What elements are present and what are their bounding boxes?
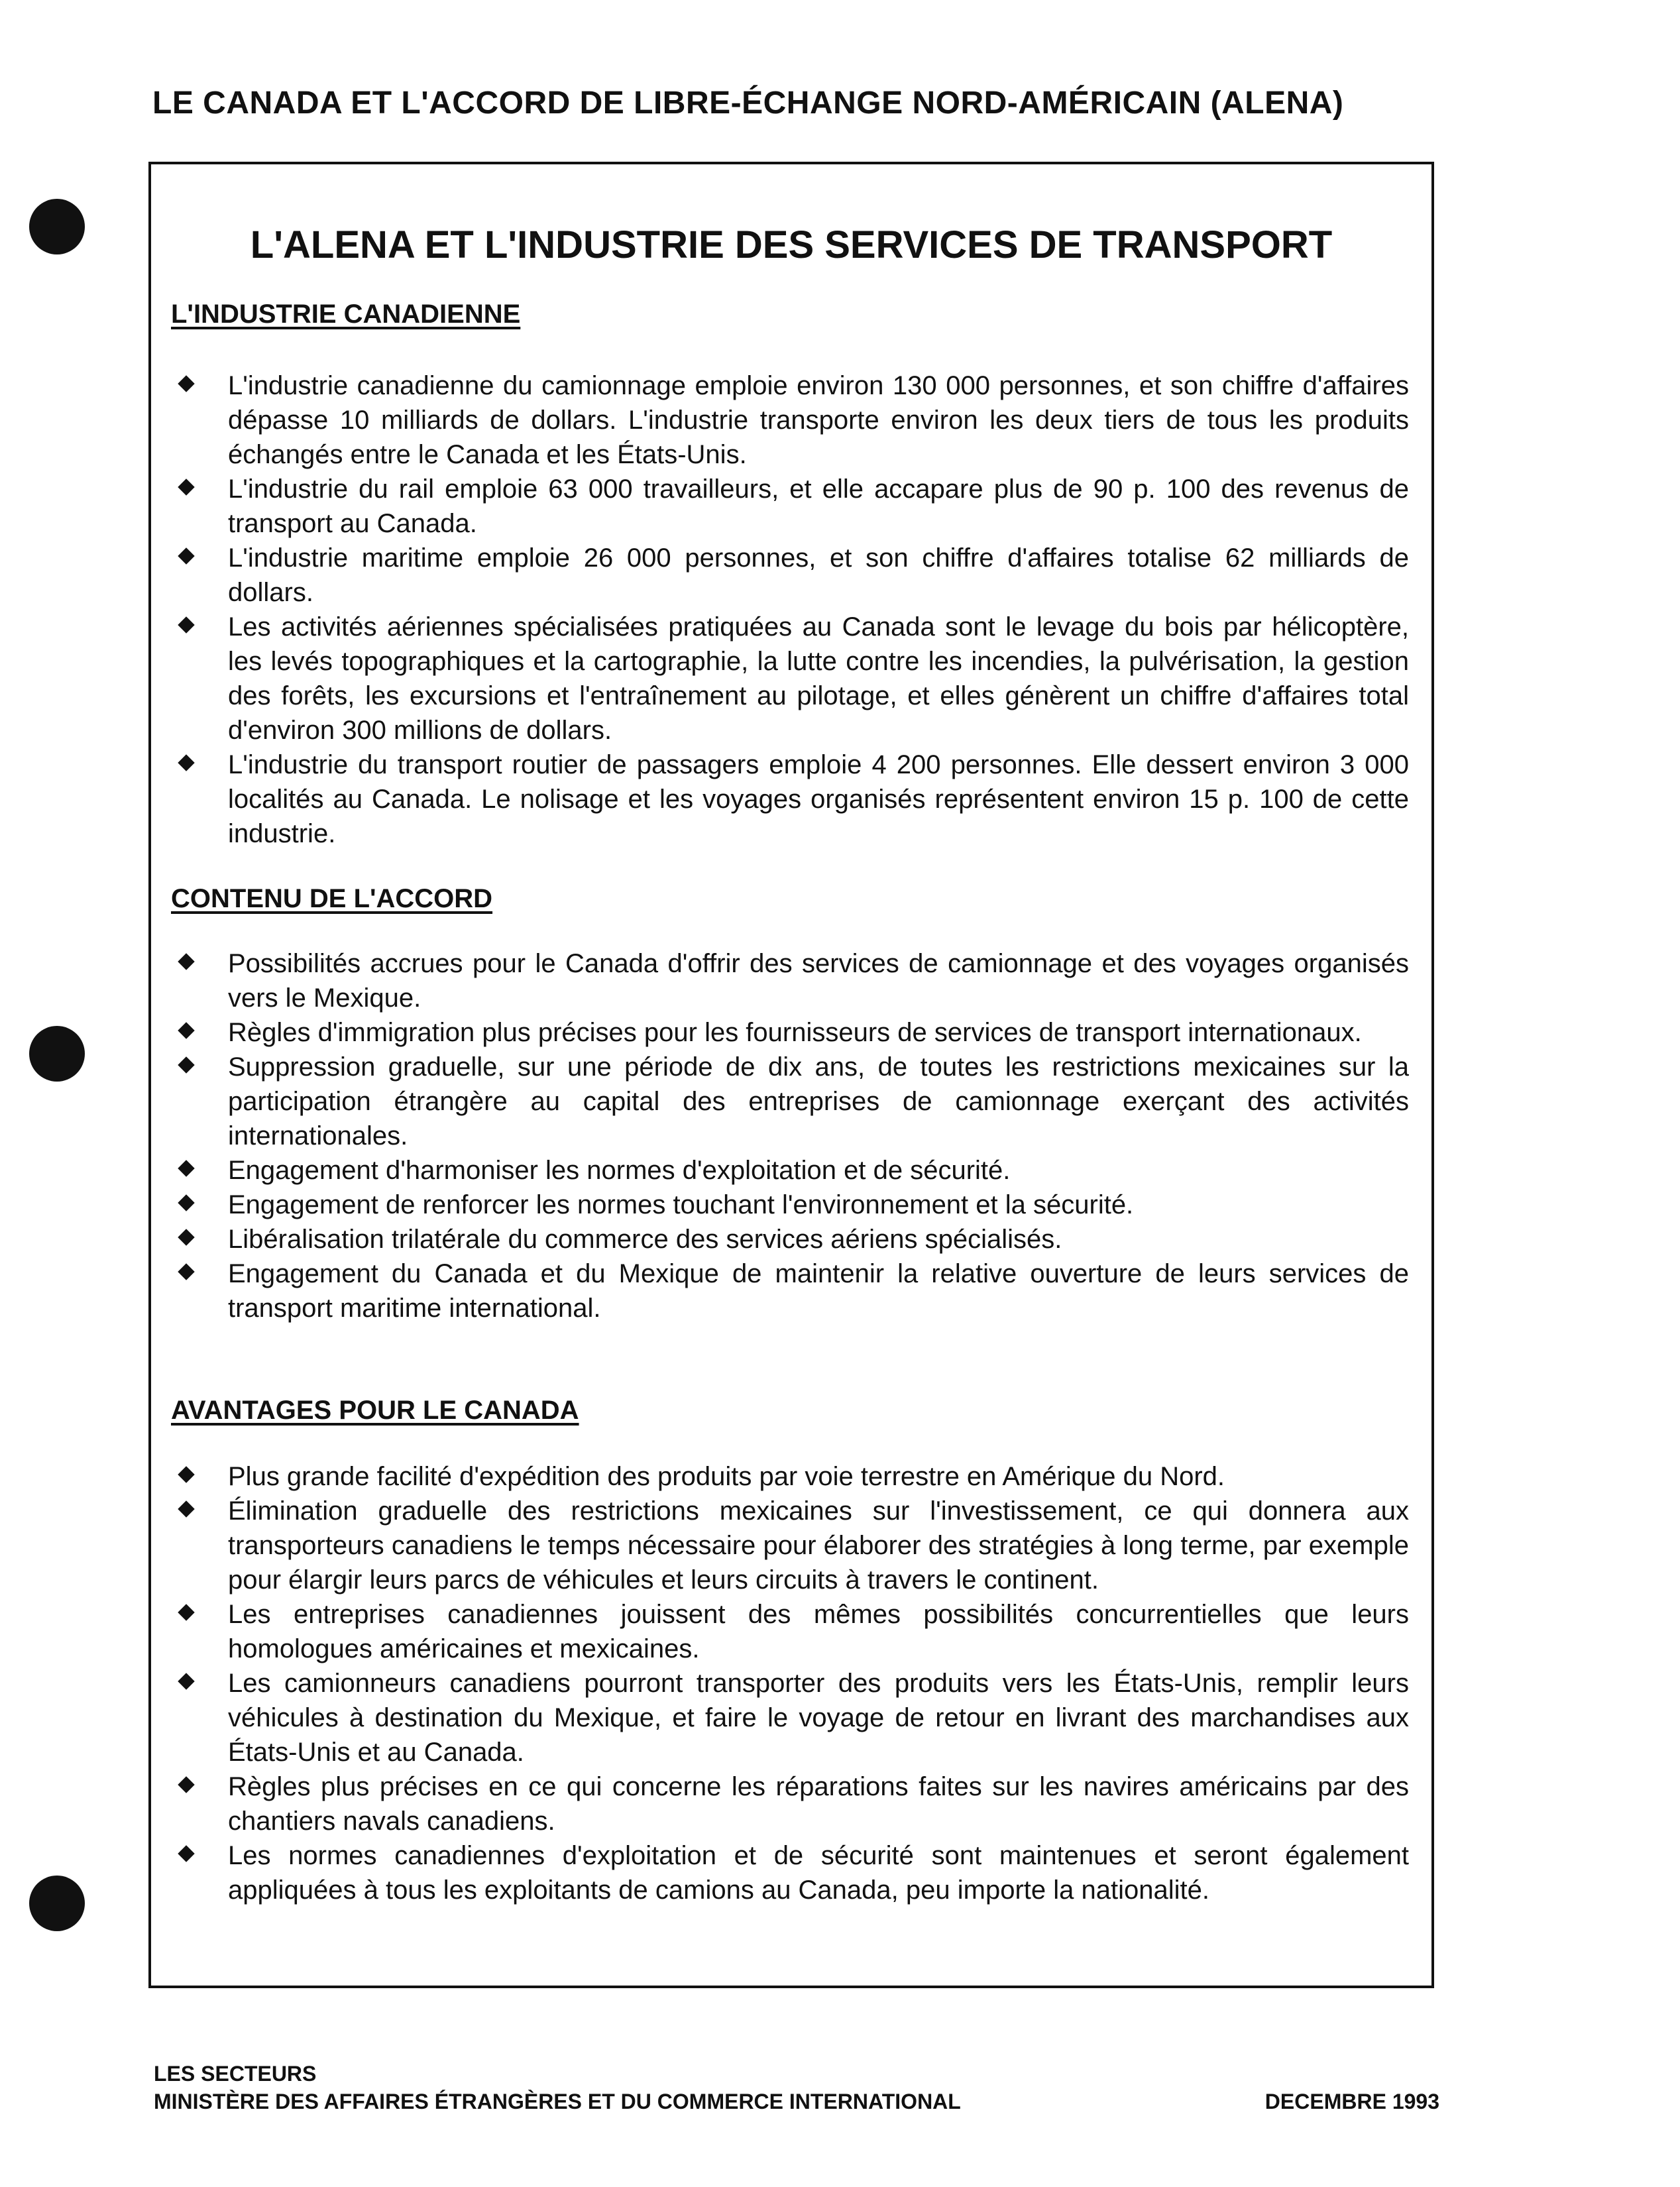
list-item: Engagement du Canada et du Mexique de maintenir la relative ouverture de leurs services de transport maritime international.: [175, 1257, 1409, 1325]
footer-date: DECEMBRE 1993: [1264, 2090, 1439, 2113]
main-title: L'ALENA ET L'INDUSTRIE DES SERVICES DE TRANSPORT: [250, 223, 1333, 266]
diamond-bullet-icon: [178, 1500, 194, 1517]
diamond-bullet-icon: [178, 1263, 194, 1280]
avantages-list: [175, 1459, 1409, 1907]
list-item: Règles plus précises en ce qui concerne les réparations faites sur les navires américains par des chantiers navals canadiens.: [175, 1769, 1409, 1838]
content-frame: [148, 162, 1434, 1988]
diamond-bullet-icon: [178, 953, 194, 970]
list-item: Règles d'immigration plus précises pour les fournisseurs de services de transport internationaux.: [175, 1015, 1409, 1050]
diamond-bullet-icon: [178, 1466, 194, 1483]
document-header: LE CANADA ET L'ACCORD DE LIBRE-ÉCHANGE NORD-AMÉRICAIN (ALENA): [152, 85, 1344, 121]
list-item: L'industrie du transport routier de passagers emploie 4 200 personnes. Elle dessert environ 3 000 localités au Canada. Le nolisage et les voyages organisés représentent environ 15 p. 100 de cette industrie.: [175, 748, 1409, 851]
list-item: L'industrie canadienne du camionnage emploie environ 130 000 personnes, et son chiffre d'affaires dépasse 10 milliards de dollars. L'industrie transporte environ les deux tiers de tous les produits échangés entre le Canada et les États-Unis.: [175, 368, 1409, 472]
diamond-bullet-icon: [178, 1604, 194, 1620]
list-item: Les entreprises canadiennes jouissent des mêmes possibilités concurrentielles que leurs homologues américaines et mexicaines.: [175, 1597, 1409, 1666]
diamond-bullet-icon: [178, 1776, 194, 1793]
list-item: Possibilités accrues pour le Canada d'offrir des services de camionnage et des voyages organisés vers le Mexique.: [175, 946, 1409, 1015]
footer: [154, 2060, 1439, 2115]
list-item: L'industrie maritime emploie 26 000 personnes, et son chiffre d'affaires totalise 62 milliards de dollars.: [175, 541, 1409, 610]
binder-hole-top: [29, 199, 85, 254]
list-item: Les activités aériennes spécialisées pratiquées au Canada sont le levage du bois par hélicoptère, les levés topographiques et la cartographie, la lutte contre les incendies, la pulvérisation, la gestion des forêts, les excursions et l'entraînement au pilotage, et elles génèrent un chiffre d'affaires total d'environ 300 millions de dollars.: [175, 610, 1409, 748]
binder-hole-middle: [29, 1026, 85, 1082]
section-heading-industrie: L'INDUSTRIE CANADIENNE: [171, 300, 521, 329]
diamond-bullet-icon: [178, 754, 194, 771]
list-item: Engagement de renforcer les normes touchant l'environnement et la sécurité.: [175, 1188, 1409, 1222]
diamond-bullet-icon: [178, 375, 194, 392]
diamond-bullet-icon: [178, 1022, 194, 1038]
list-item: Suppression graduelle, sur une période de dix ans, de toutes les restrictions mexicaines sur la participation étrangère au capital des entreprises de camionnage exerçant des activités internationales.: [175, 1050, 1409, 1153]
diamond-bullet-icon: [178, 1160, 194, 1176]
contenu-list: [175, 946, 1409, 1325]
industrie-list: [175, 368, 1409, 851]
section-heading-avantages: AVANTAGES POUR LE CANADA: [171, 1396, 579, 1425]
footer-ministry: MINISTÈRE DES AFFAIRES ÉTRANGÈRES ET DU COMMERCE INTERNATIONAL: [154, 2090, 961, 2113]
list-item: Libéralisation trilatérale du commerce des services aériens spécialisés.: [175, 1222, 1409, 1257]
diamond-bullet-icon: [178, 1229, 194, 1245]
section-heading-contenu: CONTENU DE L'ACCORD: [171, 884, 493, 913]
list-item: Les camionneurs canadiens pourront transporter des produits vers les États-Unis, remplir leurs véhicules à destination du Mexique, et faire le voyage de retour en livrant des marchandises aux États-Unis et au Canada.: [175, 1666, 1409, 1769]
list-item: Élimination graduelle des restrictions mexicaines sur l'investissement, ce qui donnera aux transporteurs canadiens le temps nécessaire pour élaborer des stratégies à long terme, par exemple pour élargir leurs parcs de véhicules et leurs circuits à travers le continent.: [175, 1494, 1409, 1597]
diamond-bullet-icon: [178, 1845, 194, 1862]
diamond-bullet-icon: [178, 547, 194, 564]
diamond-bullet-icon: [178, 478, 194, 495]
list-item: Plus grande facilité d'expédition des produits par voie terrestre en Amérique du Nord.: [175, 1459, 1409, 1494]
footer-series: LES SECTEURS: [154, 2062, 317, 2086]
diamond-bullet-icon: [178, 1194, 194, 1211]
diamond-bullet-icon: [178, 616, 194, 633]
binder-hole-bottom: [29, 1876, 85, 1931]
diamond-bullet-icon: [178, 1056, 194, 1073]
diamond-bullet-icon: [178, 1673, 194, 1689]
list-item: Les normes canadiennes d'exploitation et de sécurité sont maintenues et seront également appliquées à tous les exploitants de camions au Canada, peu importe la nationalité.: [175, 1838, 1409, 1907]
list-item: L'industrie du rail emploie 63 000 travailleurs, et elle accapare plus de 90 p. 100 des revenus de transport au Canada.: [175, 472, 1409, 541]
list-item: Engagement d'harmoniser les normes d'exploitation et de sécurité.: [175, 1153, 1409, 1188]
